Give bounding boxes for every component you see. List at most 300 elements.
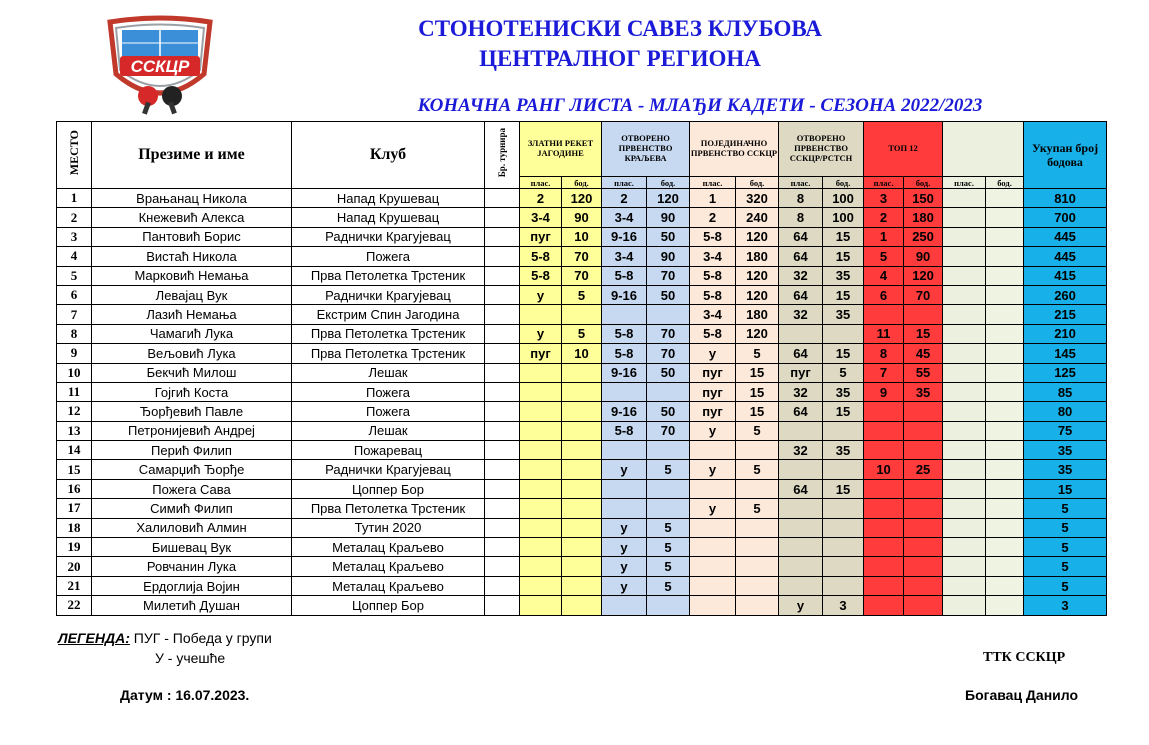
page-title-line1: СТОНОТЕНИСКИ САВЕЗ КЛУБОВА xyxy=(418,16,822,41)
row-name: Пантовић Борис xyxy=(92,227,292,246)
row-result-points xyxy=(904,402,943,421)
row-result-points: 5 xyxy=(823,363,864,382)
row-result-place xyxy=(602,499,647,518)
row-result-points xyxy=(647,499,690,518)
row-result-place xyxy=(864,518,904,537)
row-result-place: 4 xyxy=(864,266,904,285)
row-result-points: 55 xyxy=(904,363,943,382)
row-tournaments xyxy=(485,382,520,401)
row-result-place: у xyxy=(690,344,736,363)
row-result-points xyxy=(904,576,943,595)
row-result-points xyxy=(562,576,602,595)
row-result-points: 120 xyxy=(904,266,943,285)
row-total: 260 xyxy=(1024,285,1107,304)
row-result-place xyxy=(520,363,562,382)
row-result-place xyxy=(690,557,736,576)
row-result-points xyxy=(986,557,1024,576)
row-result-points: 5 xyxy=(736,460,779,479)
row-total: 445 xyxy=(1024,247,1107,266)
row-total: 215 xyxy=(1024,305,1107,324)
row-club: Пожега xyxy=(292,382,485,401)
row-result-place xyxy=(520,305,562,324)
row-result-points xyxy=(986,576,1024,595)
row-result-points: 250 xyxy=(904,227,943,246)
row-result-points xyxy=(562,538,602,557)
row-result-place xyxy=(864,421,904,440)
row-result-points xyxy=(562,479,602,498)
row-result-points: 180 xyxy=(904,208,943,227)
row-result-points: 70 xyxy=(562,247,602,266)
row-result-place: 2 xyxy=(602,189,647,208)
row-result-points xyxy=(986,324,1024,343)
row-result-place xyxy=(520,538,562,557)
row-result-points xyxy=(562,596,602,615)
row-name: Милетић Душан xyxy=(92,596,292,615)
row-place: 17 xyxy=(57,499,92,518)
row-result-place xyxy=(602,479,647,498)
row-result-points: 5 xyxy=(647,576,690,595)
row-result-points: 90 xyxy=(647,208,690,227)
row-club: Екстрим Спин Јагодина xyxy=(292,305,485,324)
row-name: Халиловић Алмин xyxy=(92,518,292,537)
row-place: 8 xyxy=(57,324,92,343)
legend-line2: У - учешће xyxy=(155,650,226,666)
row-result-place: у xyxy=(602,576,647,595)
row-result-points: 120 xyxy=(562,189,602,208)
row-result-points: 70 xyxy=(647,344,690,363)
row-result-place: пуг xyxy=(690,402,736,421)
row-result-points xyxy=(986,479,1024,498)
row-result-place: 11 xyxy=(864,324,904,343)
row-result-place xyxy=(520,576,562,595)
row-result-place: 1 xyxy=(690,189,736,208)
row-result-place: 5-8 xyxy=(520,266,562,285)
row-tournaments xyxy=(485,402,520,421)
row-result-place xyxy=(520,518,562,537)
row-result-place xyxy=(779,421,823,440)
row-tournaments xyxy=(485,266,520,285)
row-result-points xyxy=(904,538,943,557)
row-result-place: пуг xyxy=(520,344,562,363)
row-result-points: 240 xyxy=(736,208,779,227)
table-row xyxy=(57,538,1107,557)
row-tournaments xyxy=(485,479,520,498)
table-row xyxy=(57,460,1107,479)
row-result-points xyxy=(562,421,602,440)
row-result-points xyxy=(647,382,690,401)
row-result-place: 64 xyxy=(779,344,823,363)
row-result-place: 9-16 xyxy=(602,285,647,304)
row-tournaments xyxy=(485,189,520,208)
table-row xyxy=(57,324,1107,343)
row-tournaments xyxy=(485,538,520,557)
sub-place: плас. xyxy=(943,177,986,189)
row-club: Раднички Крагујевац xyxy=(292,227,485,246)
row-result-points: 5 xyxy=(647,518,690,537)
row-name: Петронијевић Андреј xyxy=(92,421,292,440)
table-row xyxy=(57,441,1107,460)
row-place: 12 xyxy=(57,402,92,421)
row-tournaments xyxy=(485,421,520,440)
row-result-points xyxy=(736,576,779,595)
row-club: Прва Петолетка Трстеник xyxy=(292,324,485,343)
organization: ТТК ССКЦР xyxy=(983,650,1066,665)
row-result-points xyxy=(736,518,779,537)
row-result-place xyxy=(690,576,736,595)
row-result-place xyxy=(943,382,986,401)
row-result-points: 70 xyxy=(647,421,690,440)
row-result-place xyxy=(864,305,904,324)
legend-line1 xyxy=(58,630,272,646)
row-result-place: 5-8 xyxy=(690,266,736,285)
row-result-points: 35 xyxy=(823,305,864,324)
row-result-points xyxy=(904,441,943,460)
row-result-place: 2 xyxy=(690,208,736,227)
row-result-place xyxy=(779,460,823,479)
row-club: Лешак xyxy=(292,363,485,382)
row-result-points xyxy=(986,189,1024,208)
row-result-points: 5 xyxy=(562,324,602,343)
row-place: 20 xyxy=(57,557,92,576)
row-result-points: 15 xyxy=(736,382,779,401)
table-row xyxy=(57,499,1107,518)
row-result-place xyxy=(520,499,562,518)
row-result-points xyxy=(986,441,1024,460)
table-row xyxy=(57,382,1107,401)
table-row xyxy=(57,227,1107,246)
row-result-points: 5 xyxy=(736,499,779,518)
row-result-place: у xyxy=(690,421,736,440)
row-result-points: 10 xyxy=(562,344,602,363)
row-name: Ровчанин Лука xyxy=(92,557,292,576)
row-result-points xyxy=(986,305,1024,324)
row-result-place: 5 xyxy=(864,247,904,266)
row-tournaments xyxy=(485,344,520,363)
row-result-place xyxy=(943,499,986,518)
row-result-place xyxy=(864,479,904,498)
row-place: 15 xyxy=(57,460,92,479)
header-place: МЕСТО xyxy=(57,122,92,189)
row-result-points: 15 xyxy=(823,479,864,498)
row-result-points xyxy=(986,344,1024,363)
row-result-place xyxy=(943,344,986,363)
row-club: Металац Краљево xyxy=(292,576,485,595)
row-result-place: 5-8 xyxy=(690,285,736,304)
row-tournaments xyxy=(485,576,520,595)
row-result-place: 5-8 xyxy=(520,247,562,266)
row-result-place xyxy=(602,305,647,324)
row-result-place: у xyxy=(602,518,647,537)
row-place: 11 xyxy=(57,382,92,401)
header-total: Укупан број бодова xyxy=(1024,122,1107,189)
row-result-place xyxy=(779,538,823,557)
row-result-place: пуг xyxy=(690,363,736,382)
row-result-place xyxy=(690,596,736,615)
row-result-place: 9-16 xyxy=(602,402,647,421)
row-result-place xyxy=(943,441,986,460)
header-name: Презиме и име xyxy=(92,122,292,189)
row-result-place: 8 xyxy=(779,208,823,227)
row-total: 35 xyxy=(1024,460,1107,479)
row-result-points xyxy=(986,538,1024,557)
row-result-points xyxy=(823,499,864,518)
header-group-5: ТОП 12 xyxy=(864,122,943,177)
row-result-points xyxy=(823,538,864,557)
row-name: Левајац Вук xyxy=(92,285,292,304)
row-name: Симић Филип xyxy=(92,499,292,518)
row-result-place xyxy=(520,557,562,576)
row-tournaments xyxy=(485,247,520,266)
row-result-points: 120 xyxy=(736,266,779,285)
row-result-points xyxy=(736,479,779,498)
row-total: 80 xyxy=(1024,402,1107,421)
row-total: 810 xyxy=(1024,189,1107,208)
row-result-place: 5-8 xyxy=(690,227,736,246)
row-result-place xyxy=(602,382,647,401)
row-tournaments xyxy=(485,324,520,343)
row-name: Вистаћ Никола xyxy=(92,247,292,266)
row-result-place xyxy=(690,479,736,498)
row-tournaments xyxy=(485,499,520,518)
sub-points: бод. xyxy=(904,177,943,189)
row-result-points xyxy=(904,305,943,324)
row-result-points xyxy=(986,363,1024,382)
row-place: 6 xyxy=(57,285,92,304)
table-row xyxy=(57,344,1107,363)
sub-points: бод. xyxy=(736,177,779,189)
table-row xyxy=(57,247,1107,266)
row-result-points xyxy=(562,557,602,576)
logo xyxy=(100,12,220,117)
row-result-place xyxy=(943,596,986,615)
row-result-place xyxy=(520,421,562,440)
row-result-place xyxy=(943,227,986,246)
row-club: Пожега xyxy=(292,247,485,266)
row-result-points: 15 xyxy=(823,247,864,266)
row-club: Напад Крушевац xyxy=(292,189,485,208)
row-total: 5 xyxy=(1024,538,1107,557)
row-result-place: 8 xyxy=(779,189,823,208)
row-result-points xyxy=(986,285,1024,304)
row-name: Марковић Немања xyxy=(92,266,292,285)
row-result-points xyxy=(986,266,1024,285)
row-result-points xyxy=(904,479,943,498)
table-row xyxy=(57,518,1107,537)
row-name: Врањанац Никола xyxy=(92,189,292,208)
row-result-place: у xyxy=(602,538,647,557)
row-result-place xyxy=(864,538,904,557)
row-place: 9 xyxy=(57,344,92,363)
row-result-place xyxy=(690,518,736,537)
row-name: Вељовић Лука xyxy=(92,344,292,363)
row-result-place xyxy=(864,402,904,421)
row-place: 3 xyxy=(57,227,92,246)
row-result-place: 32 xyxy=(779,382,823,401)
row-place: 4 xyxy=(57,247,92,266)
row-place: 21 xyxy=(57,576,92,595)
sub-place: плас. xyxy=(690,177,736,189)
row-club: Прва Петолетка Трстеник xyxy=(292,266,485,285)
row-club: Цоппер Бор xyxy=(292,596,485,615)
row-result-points: 70 xyxy=(904,285,943,304)
row-result-points xyxy=(647,479,690,498)
table-row xyxy=(57,363,1107,382)
row-result-points: 90 xyxy=(647,247,690,266)
row-result-place: у xyxy=(602,557,647,576)
row-result-points xyxy=(986,518,1024,537)
row-result-points xyxy=(562,441,602,460)
row-place: 7 xyxy=(57,305,92,324)
row-result-points xyxy=(647,596,690,615)
table-row xyxy=(57,596,1107,615)
row-result-points xyxy=(986,460,1024,479)
row-result-points: 70 xyxy=(647,266,690,285)
row-name: Гојгић Коста xyxy=(92,382,292,401)
row-total: 35 xyxy=(1024,441,1107,460)
row-result-points: 45 xyxy=(904,344,943,363)
row-result-place xyxy=(520,441,562,460)
row-result-points: 5 xyxy=(647,538,690,557)
row-result-points: 120 xyxy=(736,285,779,304)
row-result-place: у xyxy=(690,499,736,518)
row-result-points: 35 xyxy=(823,382,864,401)
row-result-points: 5 xyxy=(736,344,779,363)
row-result-points: 15 xyxy=(823,402,864,421)
row-name: Самарџић Ђорђе xyxy=(92,460,292,479)
legend-pug: ПУГ - Победа у групи xyxy=(129,630,272,646)
row-result-points: 70 xyxy=(562,266,602,285)
row-name: Перић Филип xyxy=(92,441,292,460)
row-result-points xyxy=(736,557,779,576)
row-result-place: 32 xyxy=(779,441,823,460)
row-tournaments xyxy=(485,285,520,304)
row-result-points: 35 xyxy=(823,441,864,460)
legend-label: ЛЕГЕНДА: xyxy=(58,630,130,646)
row-result-points xyxy=(904,518,943,537)
row-result-points xyxy=(904,499,943,518)
row-result-points xyxy=(823,460,864,479)
row-result-points xyxy=(904,557,943,576)
row-result-points: 150 xyxy=(904,189,943,208)
row-result-points: 5 xyxy=(647,557,690,576)
row-result-place: 32 xyxy=(779,305,823,324)
row-result-points xyxy=(647,305,690,324)
row-result-place: 3-4 xyxy=(520,208,562,227)
row-result-place: 64 xyxy=(779,479,823,498)
sub-points: бод. xyxy=(647,177,690,189)
row-result-points: 320 xyxy=(736,189,779,208)
row-total: 145 xyxy=(1024,344,1107,363)
row-result-points xyxy=(986,208,1024,227)
sub-place: плас. xyxy=(520,177,562,189)
row-result-place: у xyxy=(602,460,647,479)
row-result-place xyxy=(943,247,986,266)
row-name: Пожега Сава xyxy=(92,479,292,498)
row-club: Пожаревац xyxy=(292,441,485,460)
row-result-place: у xyxy=(779,596,823,615)
row-result-points xyxy=(562,402,602,421)
row-result-points: 35 xyxy=(823,266,864,285)
row-result-place xyxy=(864,596,904,615)
row-result-place: 3-4 xyxy=(602,247,647,266)
row-result-place: 3-4 xyxy=(690,305,736,324)
row-result-points: 15 xyxy=(823,285,864,304)
row-result-place xyxy=(943,538,986,557)
row-result-place: 32 xyxy=(779,266,823,285)
header-group-2: ОТВОРЕНО ПРВЕНСТВО КРАЉЕВА xyxy=(602,122,690,177)
row-result-place: 9-16 xyxy=(602,363,647,382)
row-result-place: 7 xyxy=(864,363,904,382)
table-row xyxy=(57,557,1107,576)
row-result-place: 64 xyxy=(779,402,823,421)
row-place: 10 xyxy=(57,363,92,382)
row-tournaments xyxy=(485,518,520,537)
row-result-points: 50 xyxy=(647,285,690,304)
row-result-place xyxy=(864,557,904,576)
row-result-place: 9-16 xyxy=(602,227,647,246)
row-name: Лазић Немања xyxy=(92,305,292,324)
ranking-table xyxy=(56,121,1107,616)
row-result-place: 64 xyxy=(779,247,823,266)
row-result-points xyxy=(823,518,864,537)
row-result-place: 1 xyxy=(864,227,904,246)
row-total: 445 xyxy=(1024,227,1107,246)
table-row xyxy=(57,576,1107,595)
row-club: Напад Крушевац xyxy=(292,208,485,227)
row-total: 5 xyxy=(1024,576,1107,595)
table-row xyxy=(57,479,1107,498)
page-title-line2: ЦЕНТРАЛНОГ РЕГИОНА xyxy=(479,46,761,71)
row-result-place xyxy=(943,402,986,421)
row-result-place: 3-4 xyxy=(690,247,736,266)
row-total: 15 xyxy=(1024,479,1107,498)
row-result-points xyxy=(562,518,602,537)
row-result-points xyxy=(823,557,864,576)
row-result-points xyxy=(736,538,779,557)
row-result-place xyxy=(690,538,736,557)
row-result-place: 3 xyxy=(864,189,904,208)
row-result-place xyxy=(690,441,736,460)
table-row xyxy=(57,402,1107,421)
row-club: Прва Петолетка Трстеник xyxy=(292,499,485,518)
row-result-place xyxy=(779,499,823,518)
row-tournaments xyxy=(485,208,520,227)
row-result-points: 5 xyxy=(562,285,602,304)
row-result-points: 15 xyxy=(736,402,779,421)
date: Датум : 16.07.2023. xyxy=(120,687,250,703)
row-result-place xyxy=(943,189,986,208)
row-result-points: 35 xyxy=(904,382,943,401)
row-result-points: 120 xyxy=(647,189,690,208)
row-tournaments xyxy=(485,363,520,382)
row-result-points: 180 xyxy=(736,305,779,324)
row-total: 75 xyxy=(1024,421,1107,440)
row-result-points xyxy=(736,441,779,460)
row-result-place: 9 xyxy=(864,382,904,401)
row-result-points xyxy=(562,363,602,382)
header-club: Клуб xyxy=(292,122,485,189)
row-place: 22 xyxy=(57,596,92,615)
row-club: Цоппер Бор xyxy=(292,479,485,498)
row-result-place: 5-8 xyxy=(602,266,647,285)
row-result-place xyxy=(943,208,986,227)
row-total: 85 xyxy=(1024,382,1107,401)
row-result-points: 180 xyxy=(736,247,779,266)
row-result-place xyxy=(520,402,562,421)
header-group-6 xyxy=(943,122,1024,177)
row-result-place: 3-4 xyxy=(602,208,647,227)
table-row xyxy=(57,285,1107,304)
